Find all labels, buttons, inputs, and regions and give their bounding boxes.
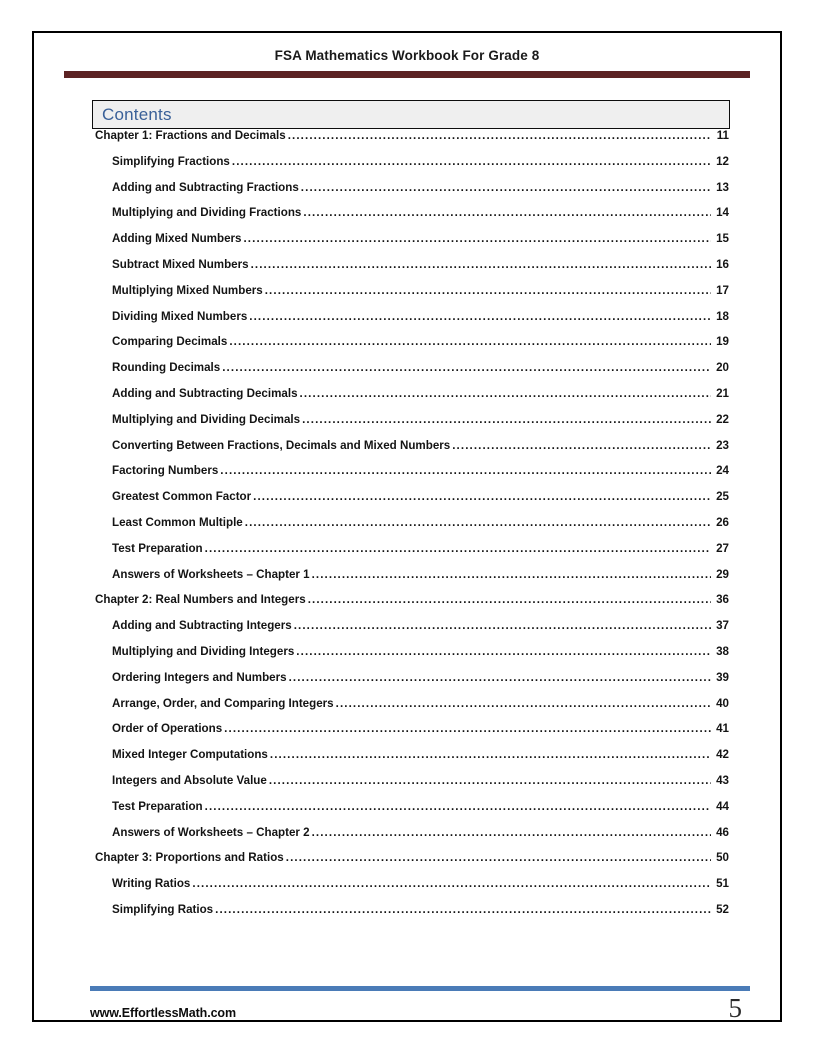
toc-entry-label: Adding Mixed Numbers (112, 232, 242, 246)
toc-entry-page-number: 52 (716, 902, 729, 916)
toc-entry-page-number: 39 (716, 670, 729, 684)
toc-entry-page-number: 22 (716, 412, 729, 426)
toc-dot-leader (249, 310, 711, 322)
toc-section-row[interactable] (92, 361, 732, 387)
toc-dot-leader (270, 748, 711, 760)
toc-dot-leader (288, 129, 711, 141)
toc-entry-page-number: 13 (716, 180, 729, 194)
toc-section-row[interactable] (92, 310, 732, 336)
toc-entry-page-number: 23 (716, 438, 729, 452)
website-url: www.EffortlessMath.com (90, 1006, 236, 1020)
toc-dot-leader (294, 619, 711, 631)
toc-entry-label: Test Preparation (112, 799, 203, 813)
toc-entry-label: Mixed Integer Computations (112, 748, 268, 762)
toc-dot-leader (312, 826, 711, 838)
toc-dot-leader (253, 490, 711, 502)
toc-section-row[interactable] (92, 877, 732, 903)
toc-entry-page-number: 18 (716, 309, 729, 323)
toc-chapter-row[interactable] (92, 851, 732, 877)
toc-entry-page-number: 46 (716, 825, 729, 839)
toc-entry-label: Answers of Worksheets – Chapter 1 (112, 567, 310, 581)
toc-entry-label: Factoring Numbers (112, 464, 219, 478)
toc-entry-page-number: 36 (716, 593, 729, 607)
toc-section-row[interactable] (92, 800, 732, 826)
toc-entry-page-number: 38 (716, 644, 729, 658)
toc-entry-page-number: 17 (716, 283, 729, 297)
toc-section-row[interactable] (92, 568, 732, 594)
toc-entry-label: Chapter 2: Real Numbers and Integers (95, 593, 306, 607)
toc-dot-leader (220, 464, 711, 476)
toc-section-row[interactable] (92, 697, 732, 723)
toc-entry-label: Ordering Integers and Numbers (112, 670, 287, 684)
toc-dot-leader (308, 593, 711, 605)
toc-entry-page-number: 51 (716, 877, 729, 891)
toc-entry-page-number: 14 (716, 206, 729, 220)
book-title: FSA Mathematics Workbook For Grade 8 (274, 48, 540, 63)
toc-section-row[interactable] (92, 206, 732, 232)
toc-section-row[interactable] (92, 155, 732, 181)
toc-section-row[interactable] (92, 516, 732, 542)
page-number: 5 (728, 993, 742, 1024)
toc-dot-leader (296, 645, 711, 657)
toc-entry-page-number: 27 (716, 541, 729, 555)
toc-section-row[interactable] (92, 671, 732, 697)
toc-entry-page-number: 37 (716, 619, 729, 633)
toc-section-row[interactable] (92, 464, 732, 490)
toc-entry-label: Multiplying Mixed Numbers (112, 283, 263, 297)
toc-entry-label: Order of Operations (112, 722, 223, 736)
toc-entry-label: Greatest Common Factor (112, 490, 252, 504)
toc-entry-page-number: 41 (716, 722, 729, 736)
toc-entry-page-number: 42 (716, 748, 729, 762)
toc-dot-leader (289, 671, 711, 683)
toc-entry-page-number: 50 (716, 851, 729, 865)
toc-dot-leader (243, 232, 711, 244)
toc-entry-label: Adding and Subtracting Integers (112, 619, 292, 633)
toc-entry-page-number: 16 (716, 257, 729, 271)
toc-section-row[interactable] (92, 542, 732, 568)
toc-entry-label: Simplifying Fractions (112, 154, 230, 168)
toc-dot-leader (192, 877, 711, 889)
toc-entry-label: Comparing Decimals (112, 335, 228, 349)
toc-entry-page-number: 43 (716, 773, 729, 787)
toc-section-row[interactable] (92, 258, 732, 284)
toc-dot-leader (245, 516, 711, 528)
toc-dot-leader (222, 361, 711, 373)
toc-entry-page-number: 11 (716, 129, 729, 142)
toc-dot-leader (300, 387, 711, 399)
toc-entry-label: Simplifying Ratios (112, 902, 214, 916)
toc-section-row[interactable] (92, 826, 732, 852)
toc-section-row[interactable] (92, 903, 732, 929)
toc-section-row[interactable] (92, 490, 732, 516)
toc-chapter-row[interactable] (92, 593, 732, 619)
toc-dot-leader (286, 851, 711, 863)
toc-section-row[interactable] (92, 748, 732, 774)
toc-entry-label: Test Preparation (112, 541, 203, 555)
toc-entry-label: Multiplying and Dividing Decimals (112, 412, 301, 426)
toc-section-row[interactable] (92, 645, 732, 671)
toc-entry-label: Answers of Worksheets – Chapter 2 (112, 825, 310, 839)
toc-entry-label: Subtract Mixed Numbers (112, 257, 249, 271)
toc-entry-label: Multiplying and Dividing Fractions (112, 206, 302, 220)
toc-dot-leader (251, 258, 711, 270)
toc-dot-leader (205, 542, 711, 554)
printed-page-frame (32, 31, 782, 1022)
toc-section-row[interactable] (92, 439, 732, 465)
running-header (34, 33, 780, 78)
toc-chapter-row[interactable] (92, 129, 732, 155)
toc-section-row[interactable] (92, 335, 732, 361)
toc-entry-page-number: 40 (716, 696, 729, 710)
toc-entry-page-number: 12 (716, 154, 729, 168)
toc-entry-label: Adding and Subtracting Decimals (112, 386, 298, 400)
toc-section-row[interactable] (92, 413, 732, 439)
toc-dot-leader (229, 335, 711, 347)
table-of-contents (92, 129, 732, 929)
toc-entry-page-number: 25 (716, 490, 729, 504)
toc-section-row[interactable] (92, 387, 732, 413)
toc-entry-label: Multiplying and Dividing Integers (112, 644, 295, 658)
toc-entry-page-number: 15 (716, 232, 729, 246)
toc-dot-leader (205, 800, 711, 812)
toc-dot-leader (232, 155, 711, 167)
toc-entry-label: Integers and Absolute Value (112, 773, 267, 787)
toc-section-row[interactable] (92, 722, 732, 748)
toc-section-row[interactable] (92, 619, 732, 645)
running-footer (34, 986, 780, 1024)
toc-entry-label: Chapter 1: Fractions and Decimals (95, 129, 286, 142)
header-rule (64, 71, 750, 78)
toc-entry-page-number: 26 (716, 515, 729, 529)
toc-dot-leader (336, 697, 711, 709)
toc-entry-label: Chapter 3: Proportions and Ratios (95, 851, 284, 865)
contents-heading-label: Contents (102, 104, 172, 124)
toc-dot-leader (269, 774, 711, 786)
toc-entry-label: Dividing Mixed Numbers (112, 309, 248, 323)
toc-entry-label: Arrange, Order, and Comparing Integers (112, 696, 334, 710)
toc-dot-leader (303, 206, 711, 218)
toc-dot-leader (215, 903, 711, 915)
toc-entry-label: Adding and Subtracting Fractions (112, 180, 299, 194)
toc-dot-leader (265, 284, 711, 296)
toc-entry-label: Least Common Multiple (112, 515, 243, 529)
toc-dot-leader (302, 413, 711, 425)
toc-entry-page-number: 21 (716, 386, 729, 400)
toc-entry-page-number: 20 (716, 361, 729, 375)
toc-section-row[interactable] (92, 232, 732, 258)
toc-entry-label: Writing Ratios (112, 877, 191, 891)
toc-dot-leader (301, 181, 711, 193)
toc-section-row[interactable] (92, 284, 732, 310)
toc-entry-label: Converting Between Fractions, Decimals and Mixed Numbers (112, 438, 451, 452)
toc-entry-page-number: 19 (716, 335, 729, 349)
toc-dot-leader (452, 439, 711, 451)
toc-section-row[interactable] (92, 774, 732, 800)
toc-dot-leader (312, 568, 711, 580)
footer-row (34, 991, 780, 1024)
toc-section-row[interactable] (92, 181, 732, 207)
toc-entry-page-number: 29 (716, 567, 729, 581)
toc-entry-page-number: 44 (716, 799, 729, 813)
toc-entry-page-number: 24 (716, 464, 729, 478)
toc-entry-label: Rounding Decimals (112, 361, 221, 375)
contents-heading-box (92, 100, 730, 129)
toc-dot-leader (224, 722, 711, 734)
